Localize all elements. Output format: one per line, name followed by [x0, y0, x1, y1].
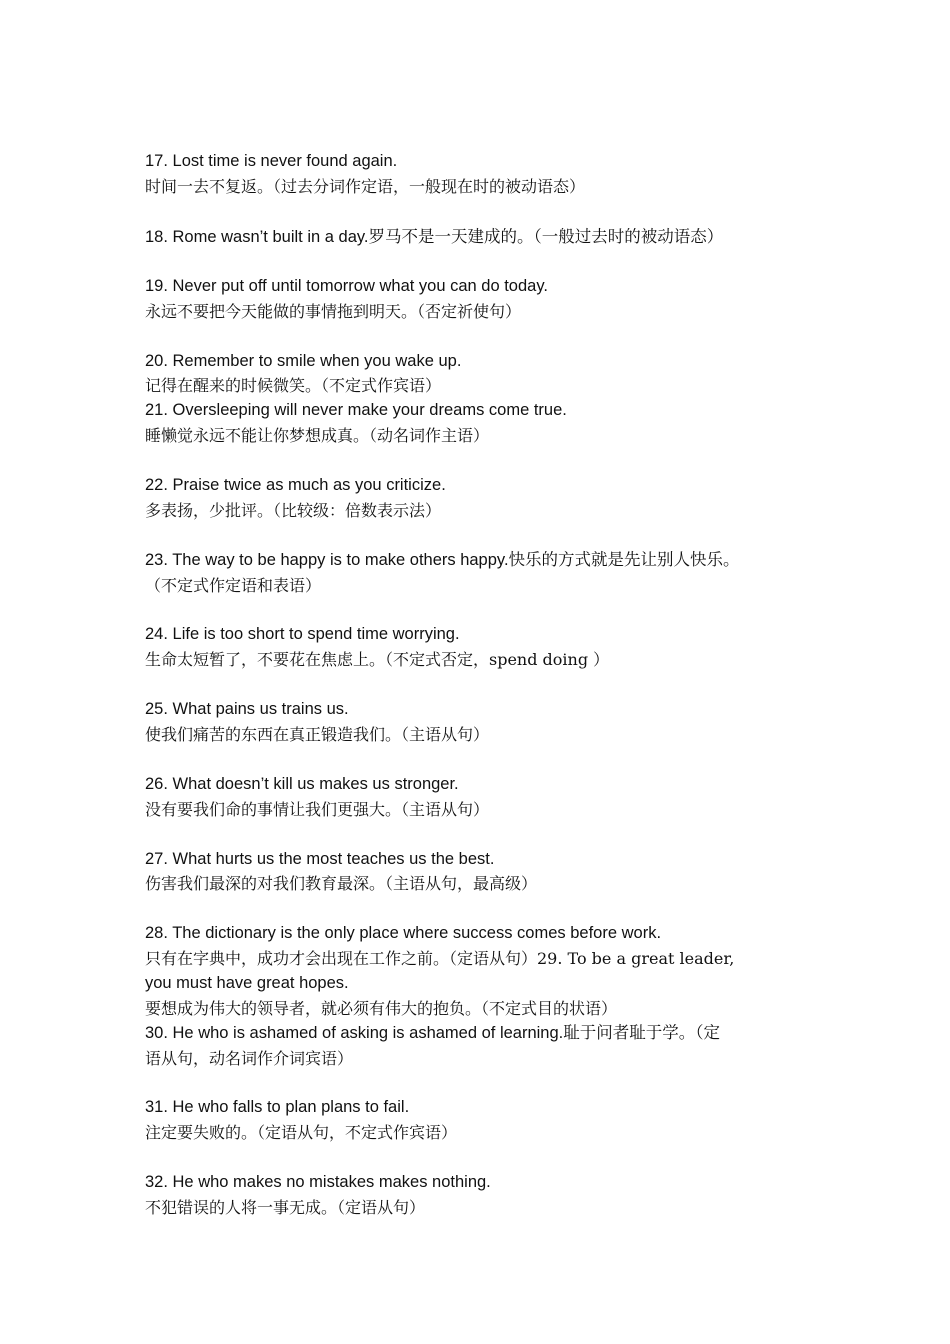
line-29-en-cont: you must have great hopes.	[145, 974, 349, 992]
line-25-zh: 使我们痛苦的东西在真正锻造我们。（主语从句）	[145, 725, 490, 744]
line-23-en: 23. The way to be happy is to make others happy.快乐的方式就是先让别人快乐。	[145, 551, 740, 569]
line-32-en: 32. He who makes no mistakes makes nothing.	[145, 1173, 491, 1191]
line-30-zh: 语从句，动名词作介词宾语）	[145, 1049, 354, 1068]
line-29-zh: 要想成为伟大的领导者，就必须有伟大的抱负。（不定式目的状语）	[145, 999, 618, 1018]
line-21-en: 21. Oversleeping will never make your dreams come true.	[145, 401, 567, 419]
line-20-zh: 记得在醒来的时候微笑。（不定式作宾语）	[145, 376, 442, 395]
line-19-en: 19. Never put off until tomorrow what you can do today.	[145, 277, 548, 295]
line-26-zh: 没有要我们命的事情让我们更强大。（主语从句）	[145, 800, 490, 819]
line-31-zh: 注定要失败的。（定语从句，不定式作宾语）	[145, 1123, 458, 1142]
line-25-en: 25. What pains us trains us.	[145, 700, 349, 718]
line-23-zh: （不定式作定语和表语）	[145, 576, 322, 595]
line-27-zh: 伤害我们最深的对我们教育最深。（主语从句，最高级）	[145, 874, 538, 893]
line-32-zh: 不犯错误的人将一事无成。（定语从句）	[145, 1198, 426, 1217]
line-19-zh: 永远不要把今天能做的事情拖到明天。（否定祈使句）	[145, 302, 522, 321]
line-24-zh: 生命太短暂了，不要花在焦虑上。（不定式否定，spend doing ）	[145, 650, 610, 669]
line-21-zh: 睡懒觉永远不能让你梦想成真。（动名词作主语）	[145, 426, 490, 445]
line-17-zh: 时间一去不复返。（过去分词作定语，一般现在时的被动语态）	[145, 177, 586, 196]
line-28-zh-29-en: 只有在字典中，成功才会出现在工作之前。（定语从句）29. To be a great leader,	[145, 949, 735, 968]
line-17-en: 17. Lost time is never found again.	[145, 152, 398, 170]
line-22-en: 22. Praise twice as much as you criticize.	[145, 476, 446, 494]
line-31-en: 31. He who falls to plan plans to fail.	[145, 1098, 410, 1116]
line-30-en: 30. He who is ashamed of asking is ashamed of learning.耻于问者耻于学。（定	[145, 1024, 720, 1042]
line-26-en: 26. What doesn’t kill us makes us stronger.	[145, 775, 459, 793]
line-20-en: 20. Remember to smile when you wake up.	[145, 352, 462, 370]
line-28-en: 28. The dictionary is the only place where success comes before work.	[145, 924, 662, 942]
line-18: 18. Rome wasn’t built in a day.罗马不是一天建成的。（一般过去时的被动语态）	[145, 228, 724, 246]
line-27-en: 27. What hurts us the most teaches us the best.	[145, 850, 495, 868]
line-24-en: 24. Life is too short to spend time worrying.	[145, 625, 460, 643]
line-22-zh: 多表扬，少批评。（比较级：倍数表示法）	[145, 501, 442, 520]
